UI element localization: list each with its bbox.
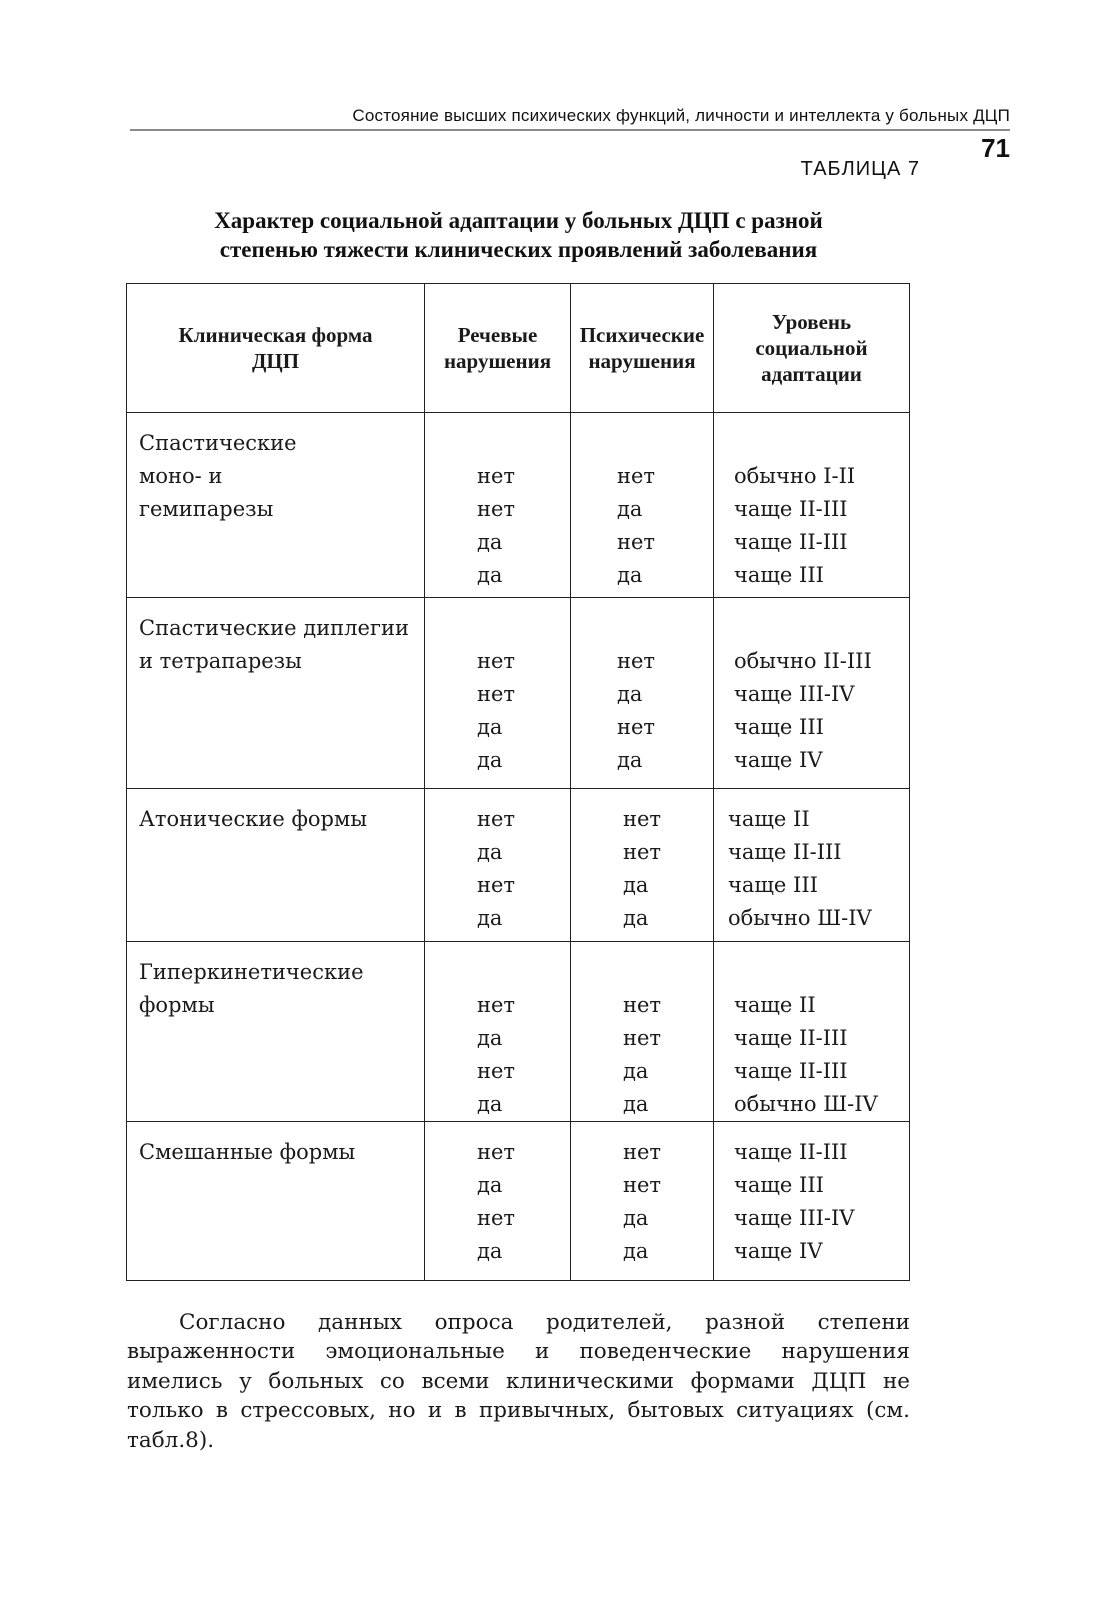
clinical-form-cell (127, 942, 425, 1122)
header-line: нарушения (588, 349, 696, 373)
adaptation-level-value: чаще III (734, 715, 824, 739)
psych-value: нет (623, 807, 662, 831)
psych-value: нет (617, 464, 656, 488)
adaptation-level-value: чаще III-IV (734, 682, 855, 706)
speech-value: нет (477, 993, 516, 1017)
header-line: социальной (755, 336, 868, 360)
adaptation-level-cell (714, 942, 910, 1122)
clinical-form-cell (127, 789, 425, 942)
column-header-adaptation-level (714, 284, 910, 413)
table-row (127, 942, 910, 1122)
adaptation-level-value: чаще III-IV (734, 1206, 855, 1230)
speech-value: да (477, 530, 503, 554)
speech-cell (425, 942, 571, 1122)
table-label: ТАБЛИЦА 7 (800, 158, 920, 180)
speech-cell (425, 789, 571, 942)
psych-value: нет (617, 715, 656, 739)
clinical-form-line: Спастические диплегии (139, 616, 409, 640)
speech-value: нет (477, 682, 516, 706)
psych-cell (571, 1122, 714, 1281)
adaptation-level-value: обычно Ш-IV (734, 1092, 878, 1116)
adaptation-level-value: чаще II-III (734, 497, 848, 521)
psych-value: да (623, 873, 649, 897)
clinical-form-cell (127, 1122, 425, 1281)
speech-value: нет (477, 807, 516, 831)
psych-value: да (623, 1092, 649, 1116)
header-line: ДЦП (251, 349, 300, 373)
adaptation-level-value: чаще II-III (734, 1026, 848, 1050)
adaptation-level-value: чаще II-III (734, 530, 848, 554)
clinical-form-cell (127, 598, 425, 789)
adaptation-level-cell (714, 789, 910, 942)
table-row (127, 789, 910, 942)
speech-value: да (477, 748, 503, 772)
speech-value: да (477, 1026, 503, 1050)
adaptation-level-cell (714, 598, 910, 789)
speech-cell (425, 598, 571, 789)
speech-value: нет (477, 497, 516, 521)
table-row (127, 1122, 910, 1281)
psych-value: да (617, 682, 643, 706)
adaptation-level-cell (714, 1122, 910, 1281)
psych-value: да (623, 1239, 649, 1263)
adaptation-level-value: чаще II-III (728, 840, 842, 864)
psych-cell (571, 942, 714, 1122)
speech-value: нет (477, 1059, 516, 1083)
adaptation-level-value: чаще II-III (734, 1059, 848, 1083)
psych-value: нет (623, 1140, 662, 1164)
adaptation-level-value: чаще III (734, 1173, 824, 1197)
column-header-clinical-form (127, 284, 425, 413)
clinical-form-line: гемипарезы (139, 497, 274, 521)
speech-value: да (477, 563, 503, 587)
table-caption-line: степенью тяжести клинических проявлений заболевания (219, 237, 818, 262)
clinical-form-line: Смешанные формы (139, 1140, 356, 1164)
column-header-speech (425, 284, 571, 413)
body-paragraph: Согласно данных опроса родителей, разной степени выраженности эмоциональные и поведенческие нарушения имелись у больных со всеми клиническими формами ДЦП не только в стрессовых, но и в привычных, бытовых ситуациях (см. табл.8). (127, 1309, 910, 1453)
psych-value: нет (617, 530, 656, 554)
psych-value: нет (623, 840, 662, 864)
clinical-form-line: формы (139, 993, 215, 1017)
adaptation-level-value: обычно II-III (734, 649, 872, 673)
speech-value: нет (477, 464, 516, 488)
table-row (127, 598, 910, 789)
speech-value: нет (477, 873, 516, 897)
header-rule (130, 129, 1010, 131)
psych-value: да (617, 497, 643, 521)
adaptation-level-value: чаще II-III (734, 1140, 848, 1164)
psych-value: да (623, 1059, 649, 1083)
header-line: нарушения (443, 349, 552, 373)
clinical-form-line: Спастические (139, 431, 297, 455)
adaptation-level-cell (714, 413, 910, 598)
table-caption-line: Характер социальной адаптации у больных ДЦП с разной (214, 208, 823, 233)
page-number: 71 (981, 133, 1010, 163)
psych-value: нет (623, 1026, 662, 1050)
header-line: адаптации (761, 362, 862, 386)
adaptation-level-value: чаще IV (734, 748, 823, 772)
psych-cell (571, 789, 714, 942)
psych-value: нет (623, 993, 662, 1017)
header-line: Речевые (457, 323, 538, 347)
clinical-form-line: моно- и (139, 464, 223, 488)
clinical-form-line: и тетрапарезы (139, 649, 302, 673)
psych-value: да (623, 1206, 649, 1230)
speech-cell (425, 413, 571, 598)
table-caption (127, 206, 910, 264)
speech-value: нет (477, 649, 516, 673)
adaptation-level-value: обычно Ш-IV (728, 906, 872, 930)
speech-value: да (477, 715, 503, 739)
table-header-row (127, 284, 910, 413)
psych-cell (571, 413, 714, 598)
header-line: Психические (579, 323, 705, 347)
table-row (127, 413, 910, 598)
speech-value: да (477, 1092, 503, 1116)
psych-value: да (617, 748, 643, 772)
speech-value: нет (477, 1140, 516, 1164)
speech-value: нет (477, 1206, 516, 1230)
column-header-psych (571, 284, 714, 413)
header-line: Уровень (771, 310, 852, 334)
running-head-title: Состояние высших психических функций, личности и интеллекта у больных ДЦП (352, 106, 1010, 125)
adaptation-level-value: чаще III (728, 873, 818, 897)
adaptation-level-value: чаще III (734, 563, 824, 587)
adaptation-level-value: чаще II (734, 993, 816, 1017)
psych-value: да (623, 906, 649, 930)
psych-value: нет (617, 649, 656, 673)
speech-value: да (477, 840, 503, 864)
speech-cell (425, 1122, 571, 1281)
adaptation-level-value: чаще II (728, 807, 810, 831)
psych-value: нет (623, 1173, 662, 1197)
header-line: Клиническая форма (178, 323, 373, 347)
speech-value: да (477, 1239, 503, 1263)
clinical-form-cell (127, 413, 425, 598)
data-table (126, 283, 910, 1281)
adaptation-level-value: чаще IV (734, 1239, 823, 1263)
clinical-form-line: Гиперкинетические (139, 960, 364, 984)
psych-value: да (617, 563, 643, 587)
adaptation-level-value: обычно I-II (734, 464, 856, 488)
speech-value: да (477, 906, 503, 930)
psych-cell (571, 598, 714, 789)
clinical-form-line: Атонические формы (139, 807, 368, 831)
speech-value: да (477, 1173, 503, 1197)
